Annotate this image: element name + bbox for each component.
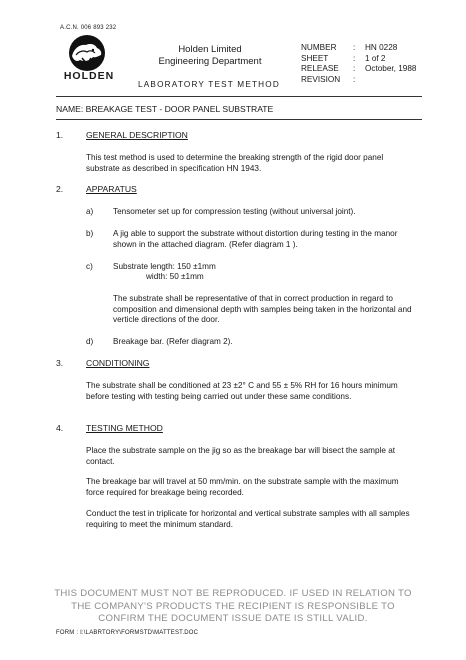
brand-wordmark: HOLDEN <box>63 70 115 82</box>
item-label: d) <box>86 337 94 346</box>
document-title: NAME: BREAKAGE TEST - DOOR PANEL SUBSTRATE <box>56 104 274 114</box>
notice-line-1: THIS DOCUMENT MUST NOT BE REPRODUCED. IF USED IN RELATION TO <box>54 588 412 599</box>
meta-value: October, 1988 <box>365 64 417 73</box>
testing-method-step-2: The breakage bar will travel at 50 mm/min. on the substrate sample with the maximum force required for breakage being recorded. <box>86 477 399 497</box>
conditioning-text: The substrate shall be conditioned at 23 ±2° C and 55 ± 5% RH for 16 hours minimum before testing with testing being carried out under these same conditions. <box>86 381 398 401</box>
section-number: 2. <box>56 184 64 194</box>
meta-key: NUMBER <box>301 43 337 52</box>
item-label: b) <box>86 229 94 238</box>
meta-colon: : <box>353 53 356 63</box>
section-heading-testing-method: TESTING METHOD <box>86 423 163 433</box>
section-heading-general-description: GENERAL DESCRIPTION <box>86 130 188 140</box>
meta-colon: : <box>353 64 356 73</box>
section-heading-conditioning: CONDITIONING <box>86 358 150 368</box>
meta-value: HN 0228 <box>365 43 398 52</box>
apparatus-item-b: A jig able to support the substrate without distortion during testing in the manor shown in the attached diagram. (Refer diagram 1 ). <box>113 229 398 249</box>
meta-row-number <box>301 43 416 54</box>
form-file-path: FORM : I:\LABRTORY\FORMSTD\MATTEST.DOC <box>56 630 199 636</box>
meta-row-revision <box>301 75 416 86</box>
header-divider <box>56 96 422 97</box>
item-label: a) <box>86 207 94 216</box>
section-number: 1. <box>56 130 64 140</box>
meta-key: RELEASE <box>301 64 339 73</box>
apparatus-item-c-length: Substrate length: 150 ±1mm <box>113 262 216 271</box>
meta-key: REVISION <box>301 74 341 84</box>
general-description-text: This test method is used to determine the breaking strength of the rigid door panel substrate as described in specification HN 1943. <box>86 153 384 173</box>
meta-row-sheet <box>301 54 416 65</box>
notice-line-3: CONFIRM THE DOCUMENT ISSUE DATE IS STILL VALID. <box>98 613 368 624</box>
notice-line-2: THE COMPANY'S PRODUCTS THE RECIPIENT IS RESPONSIBLE TO <box>71 600 395 612</box>
testing-method-step-3: Conduct the test in triplicate for horizontal and vertical substrate samples with all samples requiring to meet the minimum standard. <box>86 509 410 529</box>
company-name <box>140 44 280 68</box>
document-meta <box>301 43 416 85</box>
section-number: 4. <box>56 423 64 433</box>
section-heading-apparatus: APPARATUS <box>86 184 137 194</box>
section-number: 3. <box>56 358 64 368</box>
meta-colon: : <box>353 43 356 52</box>
title-divider <box>56 119 422 120</box>
meta-key: SHEET <box>301 53 329 63</box>
meta-value: 1 of 2 <box>365 53 386 63</box>
apparatus-item-a: Tensometer set up for compression testing (without universal joint). <box>113 207 356 216</box>
reproduction-notice <box>40 588 426 626</box>
meta-row-release <box>301 64 416 75</box>
acn-number: A.C.N. 006 893 232 <box>60 25 117 31</box>
testing-method-step-1: Place the substrate sample on the jig so as the breakage bar will bisect the sample at contact. <box>86 446 396 466</box>
company-line-2: Engineering Department <box>158 56 262 67</box>
lab-method-label: LABORATORY TEST METHOD <box>138 80 280 89</box>
meta-colon: : <box>353 74 356 84</box>
apparatus-item-c-note: The substrate shall be representative of that in correct production in regard to composition and dimensional depth with samples being taken in the horizontal and verticle directions of the door. <box>113 294 412 324</box>
apparatus-item-d: Breakage bar. (Refer diagram 2). <box>113 337 233 346</box>
item-label: c) <box>86 262 93 271</box>
company-line-1: Holden Limited <box>178 44 242 55</box>
apparatus-item-c-width: width: 50 ±1mm <box>146 272 204 281</box>
